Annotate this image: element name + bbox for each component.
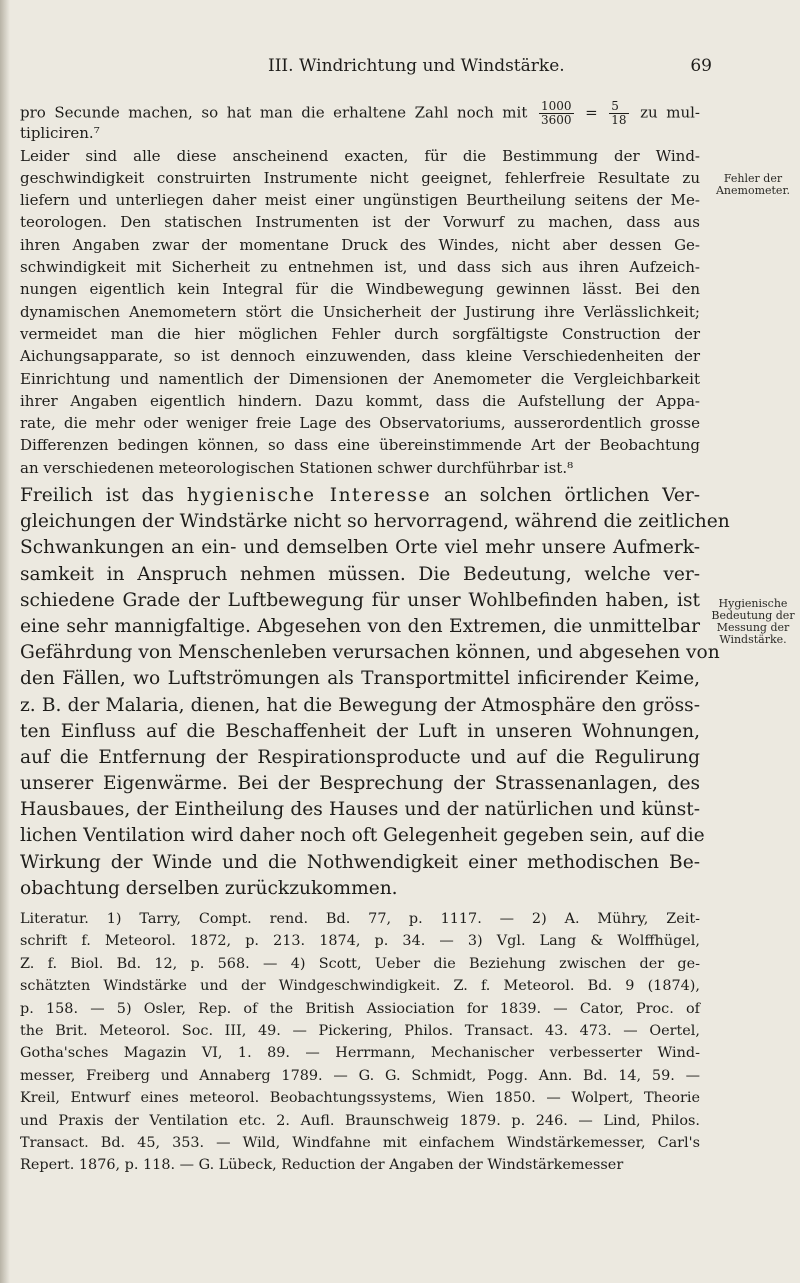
literature-line: messer, Freiberg und Annaberg 1789. — G. G. Schmidt, Pogg. Ann. Bd. 14, 59. — — [20, 1067, 700, 1084]
text-line: Aichungsapparate, so ist dennoch einzuwenden, dass kleine Verschiedenheiten der — [20, 347, 700, 366]
text-line: schiedene Grade der Luftbewegung für unser Wohlbefinden haben, ist — [20, 589, 700, 611]
text-line: dynamischen Anemometern stört die Unsicherheit der Justirung ihre Verlässlichkeit; — [20, 302, 700, 321]
text-line: gleichungen der Windstärke nicht so hervorragend, während die zeitlichen — [20, 511, 730, 533]
body-text — [20, 99, 730, 1177]
text-line: Hausbaues, der Eintheilung des Hauses und der natürlichen und künst- — [20, 799, 700, 821]
text-line: eine sehr mannigfaltige. Abgesehen von den Extremen, die unmittelbar — [20, 615, 700, 637]
text-line: unserer Eigenwärme. Bei der Besprechung der Strassenanlagen, des — [20, 773, 700, 795]
text-line: Leider sind alle diese anscheinend exacten, für die Bestimmung der Wind- — [20, 146, 700, 165]
running-head: III. Windrichtung und Windstärke. — [268, 56, 565, 76]
paragraph-hygienic-interest — [20, 483, 730, 902]
fraction-5-18 — [609, 100, 628, 127]
literature-line: und Praxis der Ventilation etc. 2. Aufl. Braunschweig 1879. p. 246. — Lind, Philos. — [20, 1112, 700, 1129]
text-line: an verschiedenen meteorologischen Stationen schwer durchführbar ist.⁸ — [20, 458, 574, 477]
literature-line: Z. f. Biol. Bd. 12, p. 568. — 4) Scott, Ueber die Beziehung zwischen der ge- — [20, 955, 700, 972]
page-edge-shadow — [0, 0, 10, 1283]
literature-line: schätzten Windstärke und der Windgeschwindigkeit. Z. f. Meteorol. Bd. 9 (1874), — [20, 978, 700, 995]
text-line: vermeidet man die hier möglichen Fehler durch sorgfältigste Construction der — [20, 324, 700, 343]
literature-line: Transact. Bd. 45, 353. — Wild, Windfahne mit einfachem Windstärkemesser, Carl's — [20, 1134, 700, 1151]
text-line: Einrichtung und namentlich der Dimensionen der Anemometer die Vergleichbarkeit — [20, 369, 700, 388]
text-line: lichen Ventilation wird daher noch oft Gelegenheit gegeben sein, auf die — [20, 825, 705, 847]
fraction-denominator: 18 — [611, 113, 627, 127]
text-line: Gefährdung von Menschenleben verursachen können, und abgesehen von — [20, 642, 720, 664]
literature-lines — [20, 930, 700, 1176]
text-segment: an solchen örtlichen Ver- — [443, 485, 700, 507]
literature-label: Literatur. — [20, 911, 89, 928]
literature-line: Gotha'sches Magazin VI, 1. 89. — Herrmann, Mechanischer verbesserter Wind- — [20, 1045, 700, 1062]
text-line: geschwindigkeit construirten Instrumente nicht geeignet, fehlerfreie Resultate zu — [20, 168, 700, 187]
text-line: rate, die mehr oder weniger freie Lage des Observatoriums, ausserordentlich grosse — [20, 414, 700, 433]
text-line: Wirkung der Winde und die Nothwendigkeit einer methodischen Be- — [20, 851, 700, 873]
text-line: obachtung derselben zurückzukommen. — [20, 877, 398, 899]
literature-line: schrift f. Meteorol. 1872, p. 213. 1874, p. 34. — 3) Vgl. Lang & Wolffhügel, — [20, 933, 700, 950]
literature-line — [20, 908, 700, 930]
text-line: nungen eigentlich kein Integral für die Windbewegung gewinnen lässt. Bei den — [20, 280, 700, 299]
text-line: teorologen. Den statischen Instrumenten ist der Vorwurf zu machen, dass aus — [20, 213, 700, 232]
text-line: ihren Angaben zwar der momentane Druck des Windes, nicht aber dessen Ge- — [20, 235, 700, 254]
text-line: z. B. der Malaria, dienen, hat die Bewegung der Atmosphäre den gröss- — [20, 694, 700, 716]
literature-line: p. 158. — 5) Osler, Rep. of the British Assiociation for 1839. — Cator, Proc. of — [20, 1000, 700, 1017]
text-line-with-fraction — [20, 99, 700, 127]
paragraph-anemometer-errors — [20, 145, 700, 479]
equals-sign: = — [585, 103, 598, 122]
literature-line: Repert. 1876, p. 118. — G. Lübeck, Reduction der Angaben der Windstärkemesser — [20, 1157, 624, 1174]
text-line: Differenzen bedingen können, so dass eine übereinstimmende Art der Beobachtung — [20, 436, 700, 455]
emphasis-spaced: hygienische Interesse — [186, 485, 432, 507]
literature-section — [20, 908, 700, 1177]
text-segment: Freilich ist das — [20, 485, 175, 507]
paragraph-lines — [20, 509, 730, 902]
text-line: samkeit in Anspruch nehmen müssen. Die Bedeutung, welche ver- — [20, 563, 700, 585]
text-line: schwindigkeit mit Sicherheit zu entnehmen ist, und dass sich aus ihren Aufzeich- — [20, 258, 700, 277]
text-line — [20, 483, 700, 509]
fraction-denominator: 3600 — [540, 113, 572, 127]
margin-note-anemometer-errors: Fehler der Anemometer. — [715, 172, 790, 197]
text-line: ten Einfluss auf die Beschaffenheit der Luft in unseren Wohnungen, — [20, 720, 700, 742]
page-header — [0, 56, 800, 86]
fraction-numerator: 1000 — [540, 99, 572, 113]
fraction-1000-3600 — [539, 100, 574, 127]
fraction-numerator: 5 — [609, 100, 628, 114]
text-segment: zu mul- — [640, 103, 700, 122]
text-line: ihrer Angaben eigentlich hindern. Dazu kommt, dass die Aufstellung der Appa- — [20, 391, 700, 410]
text-line: auf die Entfernung der Respirationsproducte und auf die Regulirung — [20, 746, 700, 768]
margin-note-hygienic-meaning: Hygienische Bedeutung der Messung der Windstärke. — [711, 597, 795, 646]
literature-line: Kreil, Entwurf eines meteorol. Beobachtungssystems, Wien 1850. — Wolpert, Theorie — [20, 1090, 700, 1107]
literature-line: the Brit. Meteorol. Soc. III, 49. — Pickering, Philos. Transact. 43. 473. — Oertel, — [20, 1023, 700, 1039]
text-segment: pro Secunde machen, so hat man die erhaltene Zahl noch mit — [20, 103, 528, 122]
page-number: 69 — [690, 56, 712, 76]
literature-text: 1) Tarry, Compt. rend. Bd. 77, p. 1117. — 2) A. Mühry, Zeit- — [106, 911, 700, 928]
text-line: Schwankungen an ein- und demselben Orte viel mehr unsere Aufmerk- — [20, 537, 700, 559]
text-line: liefern und unterliegen daher meist einer ungünstigen Beurtheilung seitens der Me- — [20, 191, 700, 210]
text-line: den Fällen, wo Luftströmungen als Transportmittel inficirender Keime, — [20, 668, 700, 690]
text-line: tipliciren.⁷ — [20, 124, 100, 143]
